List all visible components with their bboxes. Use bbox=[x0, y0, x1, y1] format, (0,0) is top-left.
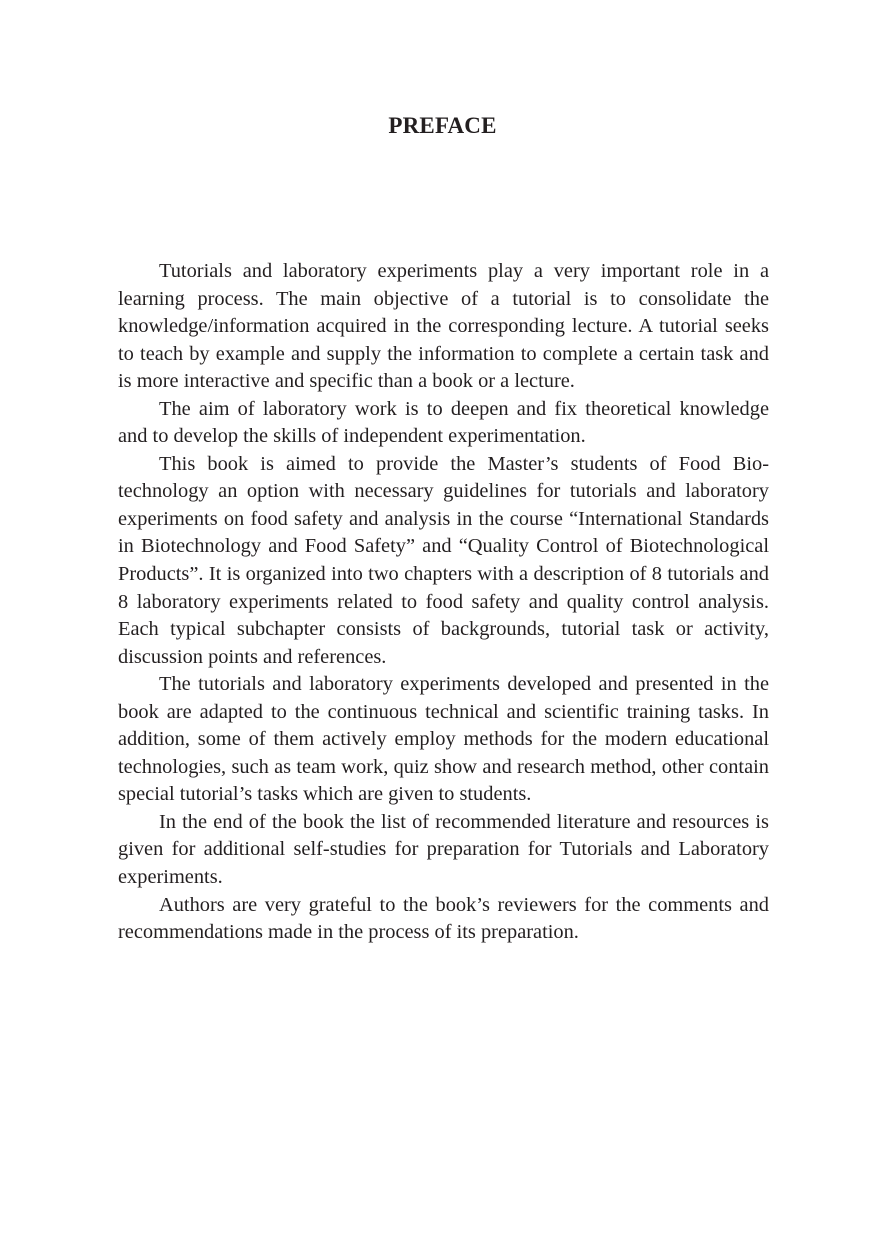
paragraph-recommended-literature: In the end of the book the list of recommended literature and resources is given for additional self-studies for preparation for Tutorials and Laboratory experiments. bbox=[118, 810, 769, 889]
paragraph-tutorials-role: Tutorials and laboratory experiments play a very important role in a learning process. The main objective of a tutorial is to consolidate the knowledge/information acquired in the corresponding lecture. A tutorial seeks to teach by example and supply the information to complete a certain task and is more interactive and specific than a book or a lecture. bbox=[118, 260, 769, 393]
paragraph-acknowledgements: Authors are very grateful to the book’s reviewers for the comments and recommendations made in the process of its preparation. bbox=[118, 893, 769, 944]
paragraph-book-purpose: This book is aimed to provide the Master’s students of Food Biotechnology an option with necessary guidelines for tutorials and laboratory experiments on food safety and analysis in the course “International Standards in Biotechnology and Food Safety” and “Quality Control of Biotechnological Products”. It is organized into two chapters with a description of 8 tutorials and 8 laboratory experiments related to food safety and quality control analysis. Each typical subchapter consists of backgrounds, tutorial task or activity, discussion points and references. bbox=[118, 452, 769, 668]
page-title: PREFACE bbox=[388, 113, 497, 138]
preface-body bbox=[118, 258, 769, 947]
paragraph-adaptation: The tutorials and laboratory experiments developed and presented in the book are adapted to the continuous technical and scientific training tasks. In addition, some of them actively employ methods for the modern educational technologies, such as team work, quiz show and research method, other contain special tutorial’s tasks which are given to students. bbox=[118, 673, 769, 806]
paragraph-laboratory-aim: The aim of laboratory work is to deepen and fix theoretical knowledge and to develop the skills of independent experimentation. bbox=[118, 397, 769, 448]
